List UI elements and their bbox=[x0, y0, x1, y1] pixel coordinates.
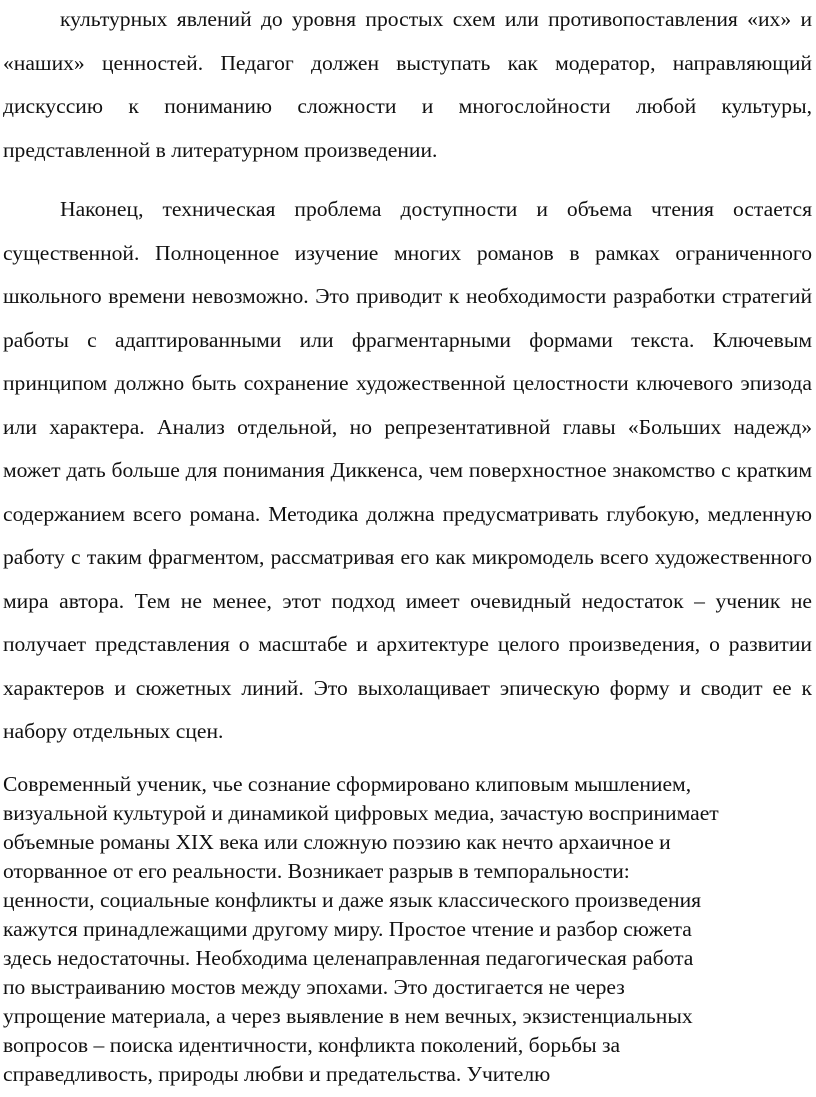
text-line: справедливость, природы любви и предательства. Учителю bbox=[3, 1061, 551, 1086]
paragraph-modern-student bbox=[3, 770, 812, 1089]
paragraph-reading-volume: Наконец, техническая проблема доступности и объема чтения остается существенной. Полноценное изучение многих романов в рамках ограниченного школьного времени невозможно. Это приводит к необходимости разработки стратегий работы с адаптированными или фрагментарными формами текста. Ключевым принципом должно быть сохранение художественной целостности ключевого эпизода или характера. Анализ отдельной, но репрезентативной главы «Больших надежд» может дать больше для понимания Диккенса, чем поверхностное знакомство с кратким содержанием всего романа. Методика должна предусматривать глубокую, медленную работу с таким фрагментом, рассматривая его как микромодель всего художественного мира автора. Тем не менее, этот подход имеет очевидный недостаток – ученик не получает представления о масштабе и архитектуре целого произведения, о развитии характеров и сюжетных линий. Это выхолащивает эпическую форму и сводит ее к набору отдельных сцен. bbox=[3, 197, 812, 743]
text-line: объемные романы XIX века или сложную поэзию как нечто архаичное и bbox=[3, 829, 671, 854]
text-line: ценности, социальные конфликты и даже язык классического произведения bbox=[3, 887, 702, 912]
text-line: здесь недостаточны. Необходима целенаправленная педагогическая работа bbox=[3, 945, 694, 970]
paragraph-1-text: культурных явлений до уровня простых схем или противопоставления «их» и «наших» ценностей. Педагог должен выступать как модератор, направляющий дискуссию к пониманию сложности и многослойности любой культуры, представленной в литературном произведении. bbox=[3, 7, 812, 162]
text-line: Современный ученик, чье сознание сформировано клиповым мышлением, bbox=[3, 771, 692, 796]
text-line: оторванное от его реальности. Возникает разрыв в темпоральности: bbox=[3, 858, 630, 883]
text-line: по выстраиванию мостов между эпохами. Это достигается не через bbox=[3, 974, 625, 999]
text-line: упрощение материала, а через выявление в нем вечных, экзистенциальных bbox=[3, 1003, 693, 1028]
paragraph-continued bbox=[3, 0, 812, 172]
text-line: визуальной культурой и динамикой цифровых медиа, зачастую воспринимает bbox=[3, 800, 719, 825]
text-line: вопросов – поиска идентичности, конфликта поколений, борьбы за bbox=[3, 1032, 621, 1057]
text-line: кажутся принадлежащими другому миру. Простое чтение и разбор сюжета bbox=[3, 916, 692, 941]
